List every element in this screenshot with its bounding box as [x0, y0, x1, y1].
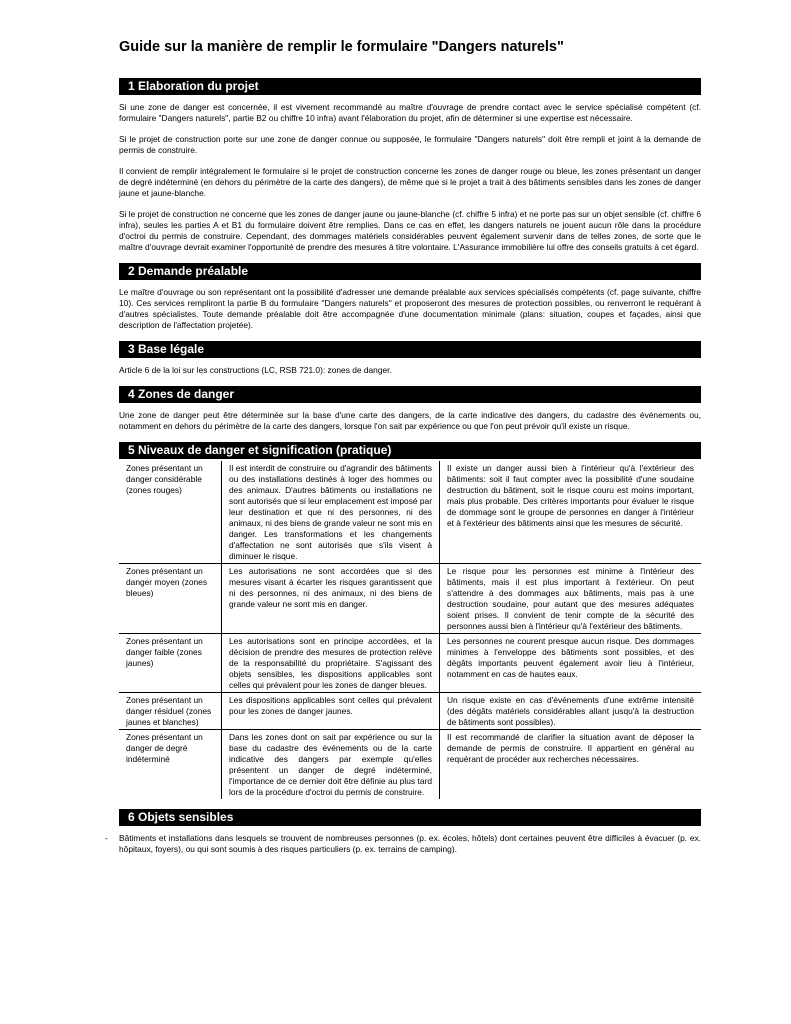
section-elaboration	[119, 78, 701, 253]
table-row	[119, 634, 701, 693]
list-bullet: -	[105, 833, 108, 843]
rule-cell: Les autorisations ne sont accordées que si des mesures visant à écarter les risques garantissent que ni des personnes, ni des animaux, ni des biens de grande valeur ne sont mis en danger.	[222, 564, 440, 634]
zone-cell: Zones présentant un danger considérable (zones rouges)	[119, 461, 222, 564]
rule-cell: Il est interdit de construire ou d'agrandir des bâtiments ou des installations destinés à loger des hommes ou des animaux. D'autres bâtiments ou installations ne sont autorisés que si leur emplacement est imposé par leur destination et que ni des personnes, ni des animaux, ni des biens de grande valeur ne sont mis en danger. Les transformations et les changements d'affectation ne sont autorisés que s'ils visent à diminuer le risque.	[222, 461, 440, 564]
section-heading: 2 Demande préalable	[119, 263, 701, 280]
meaning-cell: Il existe un danger aussi bien à l'intérieur qu'à l'extérieur des bâtiments: soit il faut compter avec la possibilité d'une soudaine destruction du bâtiment, soit le risque couru est moins important, mais plus probable. Des critères importants pour évaluer le risque de dommage sont le groupe de personnes en danger à l'intérieur et à l'extérieur des bâtiments ainsi que les mesures de sécurité.	[440, 461, 702, 564]
zone-cell: Zones présentant un danger moyen (zones bleues)	[119, 564, 222, 634]
list-item-text: Bâtiments et installations dans lesquels se trouvent de nombreuses personnes (p. ex. écoles, hôtels) dont certaines peuvent être difficiles à évacuer (p. ex. hôpitaux, foyers), ou qui sont soumis à des risques particuliers (p. ex. terrains de camping).	[119, 833, 701, 854]
paragraph: Si le projet de construction ne concerne que les zones de danger jaune ou jaune-blanche (cf. chiffre 5 infra) et ne porte pas sur un objet sensible (cf. chiffre 6 infra), seules les parties A et B1 du formulaire doivent être remplies. Dans ce cas en effet, les dangers naturels ne jouent aucun rôle dans la procédure d'octroi du permis de construire. Cependant, des dommages matériels considérables peuvent également survenir dans de telles zones, de sorte que le maître d'ouvrage devrait examiner l'opportunité de prendre des mesures à titre volontaire. L'Assurance immobilière lui offre des conseils gratuits à cet égard.	[119, 209, 701, 252]
section-zones-de-danger	[119, 386, 701, 432]
zone-cell: Zones présentant un danger résiduel (zones jaunes et blanches)	[119, 693, 222, 730]
section-niveaux-de-danger	[119, 442, 701, 799]
danger-levels-table	[119, 461, 701, 799]
section-heading: 6 Objets sensibles	[119, 809, 701, 826]
table-row	[119, 461, 701, 564]
section-base-legale	[119, 341, 701, 376]
section-heading: 5 Niveaux de danger et signification (pratique)	[119, 442, 701, 459]
paragraph: Le maître d'ouvrage ou son représentant ont la possibilité d'adresser une demande préalable aux services spécialisés compétents (cf. page suivante, chiffre 10). Ces services rempliront la partie B du formulaire "Dangers naturels" et proposeront des mesures de protection possibles, ou renverront le requérant à d'autres spécialistes. Toute demande préalable doit être accompagnée d'une documentation minimale (plans: situation, coupes et façades, ainsi que description de l'affectation projetée).	[119, 287, 701, 330]
table-row	[119, 730, 701, 800]
rule-cell: Les autorisations sont en principe accordées, et la décision de prendre des mesures de protection relève de la responsabilité du propriétaire. S'agissant des objets sensibles, les dispositions applicables sont celles qui prévalent pour les zones de danger bleues.	[222, 634, 440, 693]
table-row	[119, 693, 701, 730]
meaning-cell: Un risque existe en cas d'événements d'une extrême intensité (des dégâts matériels considérables allant jusqu'à la destruction de bâtiments sont possibles).	[440, 693, 702, 730]
document-page	[105, 38, 701, 855]
section-demande-prealable	[119, 263, 701, 331]
paragraph: Si le projet de construction porte sur une zone de danger connue ou supposée, le formulaire "Dangers naturels" doit être rempli et joint à la demande de permis de construire.	[119, 134, 701, 155]
zone-cell: Zones présentant un danger faible (zones jaunes)	[119, 634, 222, 693]
document-title: Guide sur la manière de remplir le formulaire "Dangers naturels"	[119, 39, 564, 55]
table-row	[119, 564, 701, 634]
meaning-cell: Les personnes ne courent presque aucun risque. Des dommages minimes à l'enveloppe des bâtiments sont possibles, et des dégâts importants peuvent également avoir lieu à l'intérieur, notamment en cas de hautes eaux.	[440, 634, 702, 693]
rule-cell: Les dispositions applicables sont celles qui prévalent pour les zones de danger jaunes.	[222, 693, 440, 730]
section-objets-sensibles	[105, 809, 701, 855]
paragraph: Si une zone de danger est concernée, il est vivement recommandé au maître d'ouvrage de prendre contact avec le service spécialisé compétent (cf. formulaire "Dangers naturels", partie B2 ou chiffre 10 infra) avant l'élaboration du projet, afin de déterminer si une expertise est nécessaire.	[119, 102, 701, 123]
section-heading: 3 Base légale	[119, 341, 701, 358]
meaning-cell: Le risque pour les personnes est minime à l'intérieur des bâtiments, mais il est plus important à l'extérieur. On peut s'attendre à des dommages aux bâtiments, mais pas à une destruction soudaine, pour autant que des mesures adéquates soient prises. Il convient de tenir compte de la sécurité des personnes aussi bien à l'intérieur qu'à l'extérieur des bâtiments.	[440, 564, 702, 634]
meaning-cell: Il est recommandé de clarifier la situation avant de déposer la demande de permis de construire. Il appartient en général au requérant de procéder aux recherches nécessaires.	[440, 730, 702, 800]
section-heading: 1 Elaboration du projet	[119, 78, 701, 95]
list-item	[105, 833, 701, 855]
paragraph: Il convient de remplir intégralement le formulaire si le projet de construction concerne les zones de danger rouge ou bleue, les zones présentant un danger de degré indéterminé (en dehors du périmètre de la carte des dangers), de même que si le projet a trait à des bâtiments sensibles dans les zones de danger jaune et jaune-blanche.	[119, 166, 701, 198]
rule-cell: Dans les zones dont on sait par expérience ou sur la base du cadastre des événements ou de la carte indicative des dangers par exemple qu'elles présentent un danger de degré indéterminé, l'importance de ce dernier doit être définie au plus tard lors de la procédure d'octroi du permis de construire.	[222, 730, 440, 800]
paragraph: Article 6 de la loi sur les constructions (LC, RSB 721.0): zones de danger.	[119, 365, 392, 375]
section-heading: 4 Zones de danger	[119, 386, 701, 403]
paragraph: Une zone de danger peut être déterminée sur la base d'une carte des dangers, de la carte indicative des dangers, du cadastre des événements ou, notamment en dehors du périmètre de la carte des dangers, lorsque l'on sait par expérience ou que l'on peut prévoir qu'il existe un risque.	[119, 410, 701, 431]
zone-cell: Zones présentant un danger de degré indéterminé	[119, 730, 222, 800]
